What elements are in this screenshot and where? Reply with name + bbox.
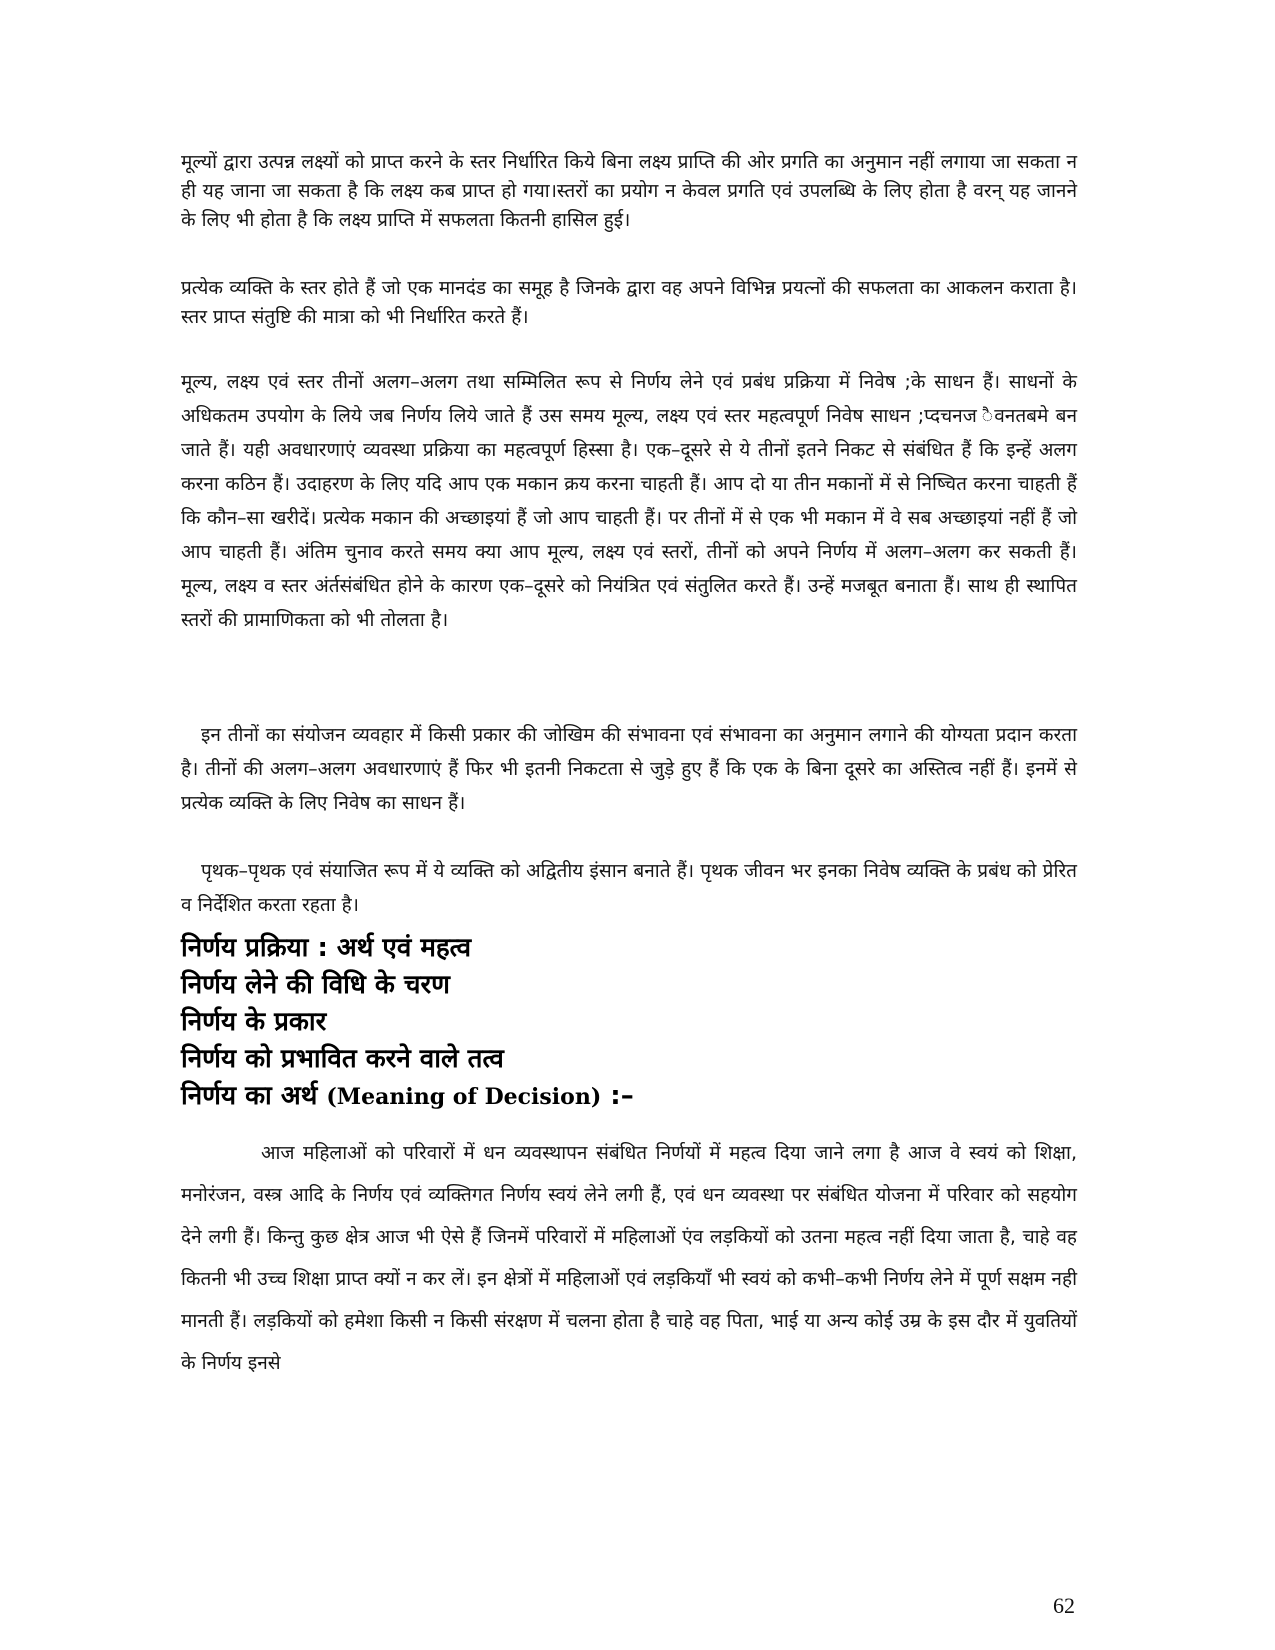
paragraph-standards-goals xyxy=(181,148,1077,235)
paragraph-text: आज महिलाओं को परिवारों में धन व्यवस्थापन संबंधित निर्णयों में महत्व दिया जाने लगा है आज वे स्वयं को शिक्षा, मनोरंजन, वस्त्र आदि के निर्णय एवं व्यक्तिगत निर्णय स्वयं लेने लगी हैं, एवं धन व्यवस्था पर संबंधित योजना में परिवार को सहयोग देने लगी हैं। किन्तु कुछ क्षेत्र आज भी ऐसे हैं जिनमें परिवारों में महिलाओं एंव लड़कियों को उतना महत्व नहीं दिया जाता है, चाहे वह कितनी भी उच्च शिक्षा प्राप्त क्यों न कर लें। इन क्षेत्रों में महिलाओं एवं लड़कियॉं भी स्वयं को कभी–कभी निर्णय लेने में पूर्ण सक्षम नही मानती हैं। लड़कियों को हमेशा किसी न किसी संरक्षण में चलना होता है चाहे वह पिता, भाई या अन्य कोई उम्र के इस दौर में युवतियों के निर्णय इनसे xyxy=(181,1142,1077,1374)
page-number: 62 xyxy=(1053,1593,1075,1618)
heading-english: (Meaning of Decision) xyxy=(326,1084,602,1110)
paragraph-text: प्रत्येक व्यक्ति के स्तर होते हैं जो एक मानदंड का समूह है जिनके द्वारा वह अपने विभिन्न प्रयत्नों की सफलता का आकलन कराता है।स्तर प्राप्त संतुष्टि की मात्रा को भी निर्धारित करते हैं। xyxy=(181,277,1077,328)
paragraph-women-decisions xyxy=(181,1132,1077,1384)
heading-meaning-of-decision xyxy=(181,1078,1077,1116)
paragraph-separate-combined xyxy=(181,854,1077,922)
heading-suffix: :– xyxy=(601,1081,634,1111)
heading-hindi: निर्णय का अर्थ xyxy=(181,1081,318,1111)
section-headings xyxy=(181,930,1077,1116)
paragraph-combination xyxy=(181,718,1077,820)
paragraph-text: मूल्य, लक्ष्य एवं स्तर तीनों अलग–अलग तथा सम्मिलित रूप से निर्णय लेने एवं प्रबंध प्रक्रिया में निवेष ;के साधन हैं। साधनों के अधिकतम उपयोग के लिये जब निर्णय लिये जाते हैं उस समय मूल्य, लक्ष्य एवं स्तर महत्वपूर्ण निवेष साधन ;प्दचनज ैवनतबमे बन जाते हैं। यही अवधारणाएं व्यवस्था प्रक्रिया का महत्वपूर्ण हिस्सा है। एक–दूसरे से ये तीनों इतने निकट से संबंधित हैं कि इन्हें अलग करना कठिन हैं। उदाहरण के लिए यदि आप एक मकान क्रय करना चाहती हैं। आप दो या तीन मकानों में से निष्चित करना चाहती हैं कि कौन–सा खरीदें। प्रत्येक मकान की अच्छाइयां हैं जो आप चाहती हैं। पर तीनों में से एक भी मकान में वे सब अच्छाइयां नहीं हैं जो आप चाहती हैं। अंतिम चुनाव करते समय क्या आप मूल्य, लक्ष्य एवं स्तरों, तीनों को अपने निर्णय में अलग–अलग कर सकती हैं। मूल्य, लक्ष्य व स्तर अंर्तसंबंधित होने के कारण एक–दूसरे को नियंत्रित एवं संतुलित करते हैं। उन्हें मजबूत बनाता हैं। साथ ही स्थापित स्तरों की प्रामाणिकता को भी तोलता है। xyxy=(181,371,1077,631)
paragraph-values-goals-standards xyxy=(181,365,1077,637)
heading-decision-steps: निर्णय लेने की विधि के चरण xyxy=(181,970,450,1000)
heading-decision-process: निर्णय प्रक्रिया : अर्थ एवं महत्व xyxy=(181,933,472,963)
heading-influencing-factors: निर्णय को प्रभावित करने वाले तत्व xyxy=(181,1044,504,1074)
paragraph-text: मूल्यों द्वारा उत्पन्न लक्ष्यों को प्राप्त करने के स्तर निर्धारित किये बिना लक्ष्य प्राप्ति की ओर प्रगति का अनुमान नहीं लगाया जा सकता न ही यह जाना जा सकता है कि लक्ष्य कब प्राप्त हो गया।स्तरों का प्रयोग न केवल प्रगति एवं उपलब्धि के लिए होता है वरन् यह जानने के लिए भी होता है कि लक्ष्य प्राप्ति में सफलता कितनी हासिल हुई। xyxy=(181,151,1077,231)
heading-decision-types: निर्णय के प्रकार xyxy=(181,1007,327,1037)
paragraph-text: इन तीनों का संयोजन व्यवहार में किसी प्रकार की जोखिम की संभावना एवं संभावना का अनुमान लगाने की योग्यता प्रदान करता है। तीनों की अलग–अलग अवधारणाएं हैं फिर भी इतनी निकटता से जुड़े हुए हैं कि एक के बिना दूसरे का अस्तित्व नहीं हैं। इनमें से प्रत्येक व्यक्ति के लिए निवेष का साधन हैं। xyxy=(181,724,1077,814)
paragraph-text: पृथक–पृथक एवं संयाजित रूप में ये व्यक्ति को अद्वितीय इंसान बनाते हैं। पृथक जीवन भर इनका निवेष व्यक्ति के प्रबंध को प्रेरित व निर्देशित करता रहता है। xyxy=(181,860,1077,916)
paragraph-personal-standards xyxy=(181,274,1077,332)
